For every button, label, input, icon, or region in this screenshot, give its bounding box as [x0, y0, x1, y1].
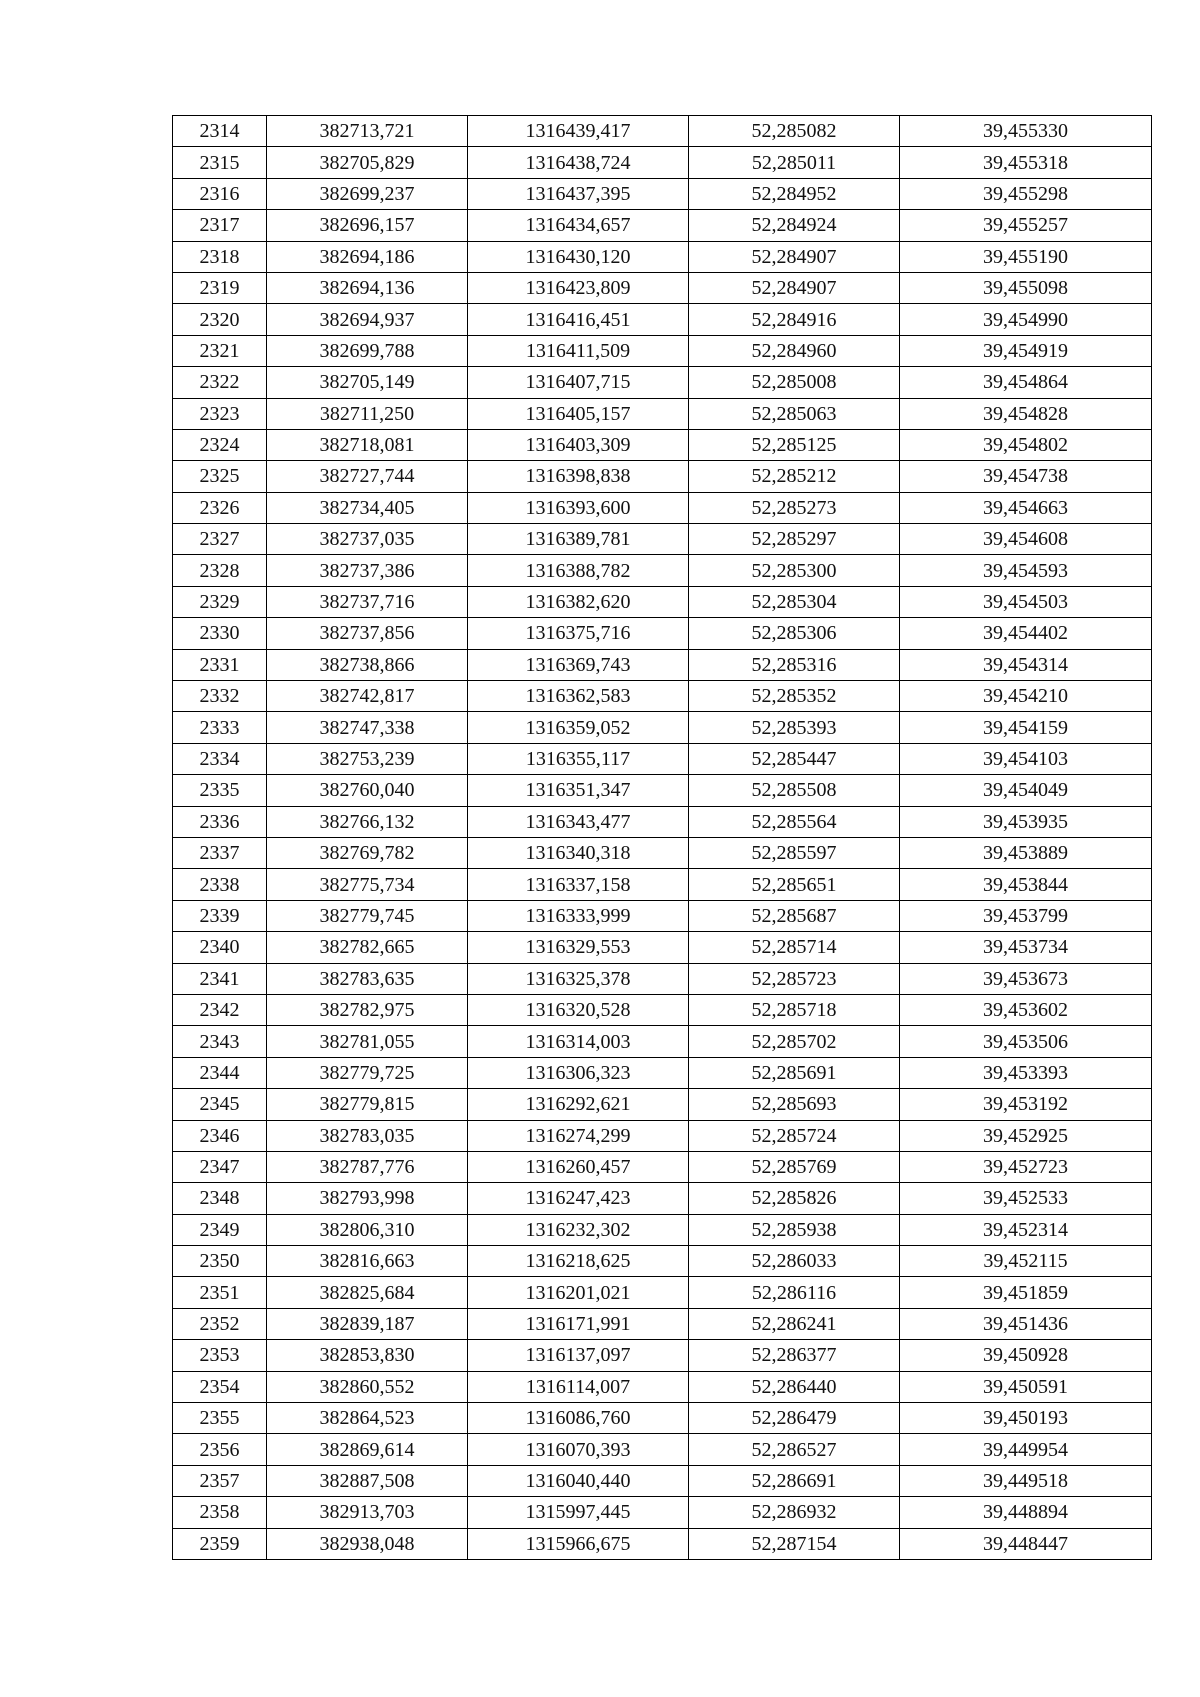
longitude-cell: 39,454593	[900, 555, 1152, 586]
point-number-cell: 2320	[173, 304, 267, 335]
point-number-cell: 2344	[173, 1057, 267, 1088]
longitude-cell: 39,452115	[900, 1246, 1152, 1277]
latitude-cell: 52,284907	[689, 272, 900, 303]
y-coordinate-cell: 1316171,991	[468, 1308, 689, 1339]
x-coordinate-cell: 382806,310	[267, 1214, 468, 1245]
point-number-cell: 2348	[173, 1183, 267, 1214]
x-coordinate-cell: 382737,856	[267, 618, 468, 649]
point-number-cell: 2316	[173, 178, 267, 209]
latitude-cell: 52,285316	[689, 649, 900, 680]
x-coordinate-cell: 382699,237	[267, 178, 468, 209]
latitude-cell: 52,285008	[689, 367, 900, 398]
point-number-cell: 2335	[173, 775, 267, 806]
point-number-cell: 2333	[173, 712, 267, 743]
table-row	[173, 806, 1152, 837]
latitude-cell: 52,284907	[689, 241, 900, 272]
y-coordinate-cell: 1316423,809	[468, 272, 689, 303]
point-number-cell: 2357	[173, 1465, 267, 1496]
point-number-cell: 2347	[173, 1151, 267, 1182]
latitude-cell: 52,284952	[689, 178, 900, 209]
latitude-cell: 52,285826	[689, 1183, 900, 1214]
x-coordinate-cell: 382782,975	[267, 994, 468, 1025]
point-number-cell: 2325	[173, 461, 267, 492]
x-coordinate-cell: 382694,186	[267, 241, 468, 272]
table-row	[173, 304, 1152, 335]
table-row	[173, 775, 1152, 806]
longitude-cell: 39,451436	[900, 1308, 1152, 1339]
table-row	[173, 1528, 1152, 1559]
point-number-cell: 2328	[173, 555, 267, 586]
y-coordinate-cell: 1316260,457	[468, 1151, 689, 1182]
table-row	[173, 1434, 1152, 1465]
point-number-cell: 2351	[173, 1277, 267, 1308]
x-coordinate-cell: 382860,552	[267, 1371, 468, 1402]
table-row	[173, 1497, 1152, 1528]
x-coordinate-cell: 382779,745	[267, 900, 468, 931]
x-coordinate-cell: 382738,866	[267, 649, 468, 680]
longitude-cell: 39,453889	[900, 837, 1152, 868]
latitude-cell: 52,285352	[689, 681, 900, 712]
point-number-cell: 2336	[173, 806, 267, 837]
x-coordinate-cell: 382864,523	[267, 1403, 468, 1434]
longitude-cell: 39,450193	[900, 1403, 1152, 1434]
y-coordinate-cell: 1316389,781	[468, 524, 689, 555]
latitude-cell: 52,285508	[689, 775, 900, 806]
x-coordinate-cell: 382742,817	[267, 681, 468, 712]
table-row	[173, 963, 1152, 994]
point-number-cell: 2315	[173, 147, 267, 178]
x-coordinate-cell: 382825,684	[267, 1277, 468, 1308]
latitude-cell: 52,286691	[689, 1465, 900, 1496]
longitude-cell: 39,454990	[900, 304, 1152, 335]
x-coordinate-cell: 382787,776	[267, 1151, 468, 1182]
longitude-cell: 39,455330	[900, 116, 1152, 147]
point-number-cell: 2317	[173, 210, 267, 241]
table-row	[173, 1371, 1152, 1402]
table-row	[173, 1340, 1152, 1371]
y-coordinate-cell: 1316232,302	[468, 1214, 689, 1245]
longitude-cell: 39,453673	[900, 963, 1152, 994]
latitude-cell: 52,285724	[689, 1120, 900, 1151]
y-coordinate-cell: 1316292,621	[468, 1089, 689, 1120]
y-coordinate-cell: 1316218,625	[468, 1246, 689, 1277]
longitude-cell: 39,454738	[900, 461, 1152, 492]
point-number-cell: 2354	[173, 1371, 267, 1402]
point-number-cell: 2339	[173, 900, 267, 931]
latitude-cell: 52,285273	[689, 492, 900, 523]
x-coordinate-cell: 382727,744	[267, 461, 468, 492]
longitude-cell: 39,454314	[900, 649, 1152, 680]
latitude-cell: 52,284960	[689, 335, 900, 366]
x-coordinate-cell: 382793,998	[267, 1183, 468, 1214]
table-row	[173, 932, 1152, 963]
latitude-cell: 52,285297	[689, 524, 900, 555]
latitude-cell: 52,286377	[689, 1340, 900, 1371]
y-coordinate-cell: 1316369,743	[468, 649, 689, 680]
longitude-cell: 39,454049	[900, 775, 1152, 806]
longitude-cell: 39,453734	[900, 932, 1152, 963]
latitude-cell: 52,285938	[689, 1214, 900, 1245]
latitude-cell: 52,286527	[689, 1434, 900, 1465]
point-number-cell: 2356	[173, 1434, 267, 1465]
y-coordinate-cell: 1316398,838	[468, 461, 689, 492]
longitude-cell: 39,454864	[900, 367, 1152, 398]
y-coordinate-cell: 1316086,760	[468, 1403, 689, 1434]
latitude-cell: 52,287154	[689, 1528, 900, 1559]
point-number-cell: 2338	[173, 869, 267, 900]
y-coordinate-cell: 1315966,675	[468, 1528, 689, 1559]
table-row	[173, 241, 1152, 272]
table-row	[173, 900, 1152, 931]
y-coordinate-cell: 1316407,715	[468, 367, 689, 398]
point-number-cell: 2318	[173, 241, 267, 272]
x-coordinate-cell: 382694,136	[267, 272, 468, 303]
longitude-cell: 39,453844	[900, 869, 1152, 900]
longitude-cell: 39,453506	[900, 1026, 1152, 1057]
y-coordinate-cell: 1316340,318	[468, 837, 689, 868]
point-number-cell: 2319	[173, 272, 267, 303]
point-number-cell: 2322	[173, 367, 267, 398]
x-coordinate-cell: 382713,721	[267, 116, 468, 147]
longitude-cell: 39,453799	[900, 900, 1152, 931]
table-row	[173, 1308, 1152, 1339]
longitude-cell: 39,453935	[900, 806, 1152, 837]
y-coordinate-cell: 1316375,716	[468, 618, 689, 649]
table-row	[173, 649, 1152, 680]
table-row	[173, 1403, 1152, 1434]
table-row	[173, 1151, 1152, 1182]
longitude-cell: 39,453393	[900, 1057, 1152, 1088]
x-coordinate-cell: 382779,815	[267, 1089, 468, 1120]
y-coordinate-cell: 1316333,999	[468, 900, 689, 931]
y-coordinate-cell: 1316114,007	[468, 1371, 689, 1402]
point-number-cell: 2323	[173, 398, 267, 429]
y-coordinate-cell: 1316437,395	[468, 178, 689, 209]
latitude-cell: 52,286033	[689, 1246, 900, 1277]
y-coordinate-cell: 1316362,583	[468, 681, 689, 712]
table-row	[173, 555, 1152, 586]
table-row	[173, 618, 1152, 649]
longitude-cell: 39,454503	[900, 586, 1152, 617]
x-coordinate-cell: 382737,386	[267, 555, 468, 586]
x-coordinate-cell: 382769,782	[267, 837, 468, 868]
y-coordinate-cell: 1316201,021	[468, 1277, 689, 1308]
latitude-cell: 52,286932	[689, 1497, 900, 1528]
latitude-cell: 52,285212	[689, 461, 900, 492]
longitude-cell: 39,454802	[900, 429, 1152, 460]
latitude-cell: 52,286241	[689, 1308, 900, 1339]
latitude-cell: 52,285702	[689, 1026, 900, 1057]
y-coordinate-cell: 1316314,003	[468, 1026, 689, 1057]
y-coordinate-cell: 1316430,120	[468, 241, 689, 272]
longitude-cell: 39,452314	[900, 1214, 1152, 1245]
table-row	[173, 210, 1152, 241]
y-coordinate-cell: 1316382,620	[468, 586, 689, 617]
y-coordinate-cell: 1316359,052	[468, 712, 689, 743]
longitude-cell: 39,449954	[900, 1434, 1152, 1465]
latitude-cell: 52,286440	[689, 1371, 900, 1402]
y-coordinate-cell: 1316434,657	[468, 210, 689, 241]
point-number-cell: 2359	[173, 1528, 267, 1559]
latitude-cell: 52,285011	[689, 147, 900, 178]
table-row	[173, 335, 1152, 366]
x-coordinate-cell: 382775,734	[267, 869, 468, 900]
latitude-cell: 52,285714	[689, 932, 900, 963]
longitude-cell: 39,450928	[900, 1340, 1152, 1371]
longitude-cell: 39,455318	[900, 147, 1152, 178]
table-row	[173, 586, 1152, 617]
x-coordinate-cell: 382938,048	[267, 1528, 468, 1559]
point-number-cell: 2324	[173, 429, 267, 460]
longitude-cell: 39,451859	[900, 1277, 1152, 1308]
latitude-cell: 52,285063	[689, 398, 900, 429]
point-number-cell: 2350	[173, 1246, 267, 1277]
x-coordinate-cell: 382737,716	[267, 586, 468, 617]
point-number-cell: 2342	[173, 994, 267, 1025]
longitude-cell: 39,452925	[900, 1120, 1152, 1151]
y-coordinate-cell: 1316355,117	[468, 743, 689, 774]
y-coordinate-cell: 1316403,309	[468, 429, 689, 460]
y-coordinate-cell: 1316306,323	[468, 1057, 689, 1088]
longitude-cell: 39,454402	[900, 618, 1152, 649]
table-row	[173, 1089, 1152, 1120]
table-row	[173, 1120, 1152, 1151]
point-number-cell: 2334	[173, 743, 267, 774]
longitude-cell: 39,454828	[900, 398, 1152, 429]
x-coordinate-cell: 382887,508	[267, 1465, 468, 1496]
point-number-cell: 2343	[173, 1026, 267, 1057]
table-row	[173, 837, 1152, 868]
point-number-cell: 2326	[173, 492, 267, 523]
latitude-cell: 52,285651	[689, 869, 900, 900]
latitude-cell: 52,285393	[689, 712, 900, 743]
latitude-cell: 52,285447	[689, 743, 900, 774]
x-coordinate-cell: 382737,035	[267, 524, 468, 555]
x-coordinate-cell: 382816,663	[267, 1246, 468, 1277]
longitude-cell: 39,453602	[900, 994, 1152, 1025]
latitude-cell: 52,285125	[689, 429, 900, 460]
point-number-cell: 2314	[173, 116, 267, 147]
latitude-cell: 52,285718	[689, 994, 900, 1025]
table-row	[173, 1214, 1152, 1245]
y-coordinate-cell: 1315997,445	[468, 1497, 689, 1528]
point-number-cell: 2330	[173, 618, 267, 649]
latitude-cell: 52,286116	[689, 1277, 900, 1308]
point-number-cell: 2321	[173, 335, 267, 366]
point-number-cell: 2353	[173, 1340, 267, 1371]
x-coordinate-cell: 382783,635	[267, 963, 468, 994]
point-number-cell: 2355	[173, 1403, 267, 1434]
table-row	[173, 367, 1152, 398]
x-coordinate-cell: 382913,703	[267, 1497, 468, 1528]
table-row	[173, 681, 1152, 712]
table-row	[173, 461, 1152, 492]
x-coordinate-cell: 382696,157	[267, 210, 468, 241]
x-coordinate-cell: 382747,338	[267, 712, 468, 743]
latitude-cell: 52,285304	[689, 586, 900, 617]
longitude-cell: 39,449518	[900, 1465, 1152, 1496]
longitude-cell: 39,455257	[900, 210, 1152, 241]
y-coordinate-cell: 1316388,782	[468, 555, 689, 586]
longitude-cell: 39,448447	[900, 1528, 1152, 1559]
longitude-cell: 39,452723	[900, 1151, 1152, 1182]
point-number-cell: 2349	[173, 1214, 267, 1245]
latitude-cell: 52,285300	[689, 555, 900, 586]
x-coordinate-cell: 382853,830	[267, 1340, 468, 1371]
longitude-cell: 39,455298	[900, 178, 1152, 209]
table-row	[173, 743, 1152, 774]
table-row	[173, 492, 1152, 523]
table-row	[173, 429, 1152, 460]
point-number-cell: 2340	[173, 932, 267, 963]
x-coordinate-cell: 382782,665	[267, 932, 468, 963]
table-row	[173, 712, 1152, 743]
point-number-cell: 2337	[173, 837, 267, 868]
table-row	[173, 1026, 1152, 1057]
table-row	[173, 1465, 1152, 1496]
latitude-cell: 52,285597	[689, 837, 900, 868]
x-coordinate-cell: 382869,614	[267, 1434, 468, 1465]
table-row	[173, 116, 1152, 147]
latitude-cell: 52,285564	[689, 806, 900, 837]
table-row	[173, 398, 1152, 429]
latitude-cell: 52,285769	[689, 1151, 900, 1182]
y-coordinate-cell: 1316247,423	[468, 1183, 689, 1214]
table-row	[173, 1246, 1152, 1277]
x-coordinate-cell: 382711,250	[267, 398, 468, 429]
x-coordinate-cell: 382705,149	[267, 367, 468, 398]
y-coordinate-cell: 1316040,440	[468, 1465, 689, 1496]
longitude-cell: 39,454663	[900, 492, 1152, 523]
point-number-cell: 2341	[173, 963, 267, 994]
x-coordinate-cell: 382783,035	[267, 1120, 468, 1151]
table-row	[173, 869, 1152, 900]
x-coordinate-cell: 382766,132	[267, 806, 468, 837]
longitude-cell: 39,448894	[900, 1497, 1152, 1528]
y-coordinate-cell: 1316411,509	[468, 335, 689, 366]
point-number-cell: 2358	[173, 1497, 267, 1528]
table-row	[173, 272, 1152, 303]
x-coordinate-cell: 382753,239	[267, 743, 468, 774]
x-coordinate-cell: 382839,187	[267, 1308, 468, 1339]
y-coordinate-cell: 1316325,378	[468, 963, 689, 994]
latitude-cell: 52,285082	[689, 116, 900, 147]
table-row	[173, 147, 1152, 178]
x-coordinate-cell: 382779,725	[267, 1057, 468, 1088]
table-row	[173, 1277, 1152, 1308]
latitude-cell: 52,285687	[689, 900, 900, 931]
point-number-cell: 2345	[173, 1089, 267, 1120]
x-coordinate-cell: 382718,081	[267, 429, 468, 460]
x-coordinate-cell: 382781,055	[267, 1026, 468, 1057]
table-row	[173, 524, 1152, 555]
x-coordinate-cell: 382699,788	[267, 335, 468, 366]
point-number-cell: 2331	[173, 649, 267, 680]
y-coordinate-cell: 1316137,097	[468, 1340, 689, 1371]
longitude-cell: 39,455098	[900, 272, 1152, 303]
x-coordinate-cell: 382705,829	[267, 147, 468, 178]
y-coordinate-cell: 1316070,393	[468, 1434, 689, 1465]
coordinates-table-body	[173, 116, 1152, 1560]
y-coordinate-cell: 1316393,600	[468, 492, 689, 523]
latitude-cell: 52,286479	[689, 1403, 900, 1434]
table-row	[173, 1183, 1152, 1214]
y-coordinate-cell: 1316405,157	[468, 398, 689, 429]
coordinates-table	[172, 115, 1152, 1560]
y-coordinate-cell: 1316351,347	[468, 775, 689, 806]
y-coordinate-cell: 1316343,477	[468, 806, 689, 837]
longitude-cell: 39,454210	[900, 681, 1152, 712]
y-coordinate-cell: 1316439,417	[468, 116, 689, 147]
point-number-cell: 2329	[173, 586, 267, 617]
longitude-cell: 39,455190	[900, 241, 1152, 272]
y-coordinate-cell: 1316329,553	[468, 932, 689, 963]
table-row	[173, 994, 1152, 1025]
latitude-cell: 52,285693	[689, 1089, 900, 1120]
x-coordinate-cell: 382760,040	[267, 775, 468, 806]
y-coordinate-cell: 1316274,299	[468, 1120, 689, 1151]
table-row	[173, 1057, 1152, 1088]
longitude-cell: 39,452533	[900, 1183, 1152, 1214]
point-number-cell: 2352	[173, 1308, 267, 1339]
y-coordinate-cell: 1316438,724	[468, 147, 689, 178]
longitude-cell: 39,454608	[900, 524, 1152, 555]
y-coordinate-cell: 1316416,451	[468, 304, 689, 335]
table-row	[173, 178, 1152, 209]
y-coordinate-cell: 1316320,528	[468, 994, 689, 1025]
longitude-cell: 39,454103	[900, 743, 1152, 774]
x-coordinate-cell: 382734,405	[267, 492, 468, 523]
latitude-cell: 52,285723	[689, 963, 900, 994]
longitude-cell: 39,454159	[900, 712, 1152, 743]
latitude-cell: 52,284924	[689, 210, 900, 241]
y-coordinate-cell: 1316337,158	[468, 869, 689, 900]
latitude-cell: 52,285306	[689, 618, 900, 649]
x-coordinate-cell: 382694,937	[267, 304, 468, 335]
point-number-cell: 2332	[173, 681, 267, 712]
longitude-cell: 39,454919	[900, 335, 1152, 366]
longitude-cell: 39,450591	[900, 1371, 1152, 1402]
longitude-cell: 39,453192	[900, 1089, 1152, 1120]
point-number-cell: 2327	[173, 524, 267, 555]
point-number-cell: 2346	[173, 1120, 267, 1151]
latitude-cell: 52,285691	[689, 1057, 900, 1088]
latitude-cell: 52,284916	[689, 304, 900, 335]
